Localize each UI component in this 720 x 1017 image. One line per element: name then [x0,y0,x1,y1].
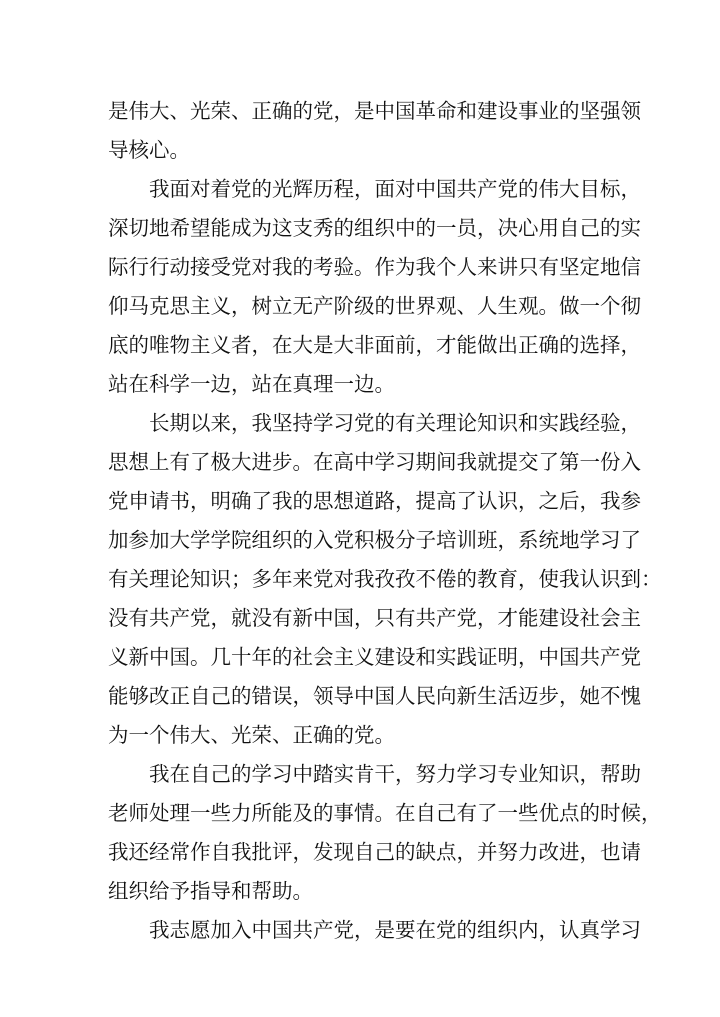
text-line: 组织给予指导和帮助。 [108,879,313,903]
text-line: 能够改正自己的错误，领导中国人民向新生活迈步，她不愧 [108,684,641,708]
paragraph-start-line: 我志愿加入中国共产党，是要在党的组织内，认真学习 [149,918,641,942]
text-line: 为一个伟大、光荣、正确的党。 [108,723,395,747]
text-line: 底的唯物主义者，在大是大非面前，才能做出正确的选择， [108,333,641,357]
text-line: 党申请书，明确了我的思想道路，提高了认识，之后，我参 [108,489,641,513]
text-line: 老师处理一些力所能及的事情。在自己有了一些优点的时候， [108,801,662,825]
text-line: 际行行动接受党对我的考验。作为我个人来讲只有坚定地信 [108,255,641,279]
text-line: 站在科学一边，站在真理一边。 [108,372,395,396]
text-line: 没有共产党，就没有新中国，只有共产党，才能建设社会主 [108,606,641,630]
text-line: 仰马克思主义，树立无产阶级的世界观、人生观。做一个彻 [108,294,641,318]
text-line: 导核心。 [108,138,190,162]
text-line: 是伟大、光荣、正确的党，是中国革命和建设事业的坚强领 [108,99,641,123]
paragraph-start-line: 长期以来，我坚持学习党的有关理论知识和实践经验， [149,411,641,435]
text-line: 有关理论知识；多年来党对我孜孜不倦的教育，使我认识到： [108,567,662,591]
text-line: 深切地希望能成为这支秀的组织中的一员，决心用自己的实 [108,216,641,240]
text-line: 义新中国。几十年的社会主义建设和实践证明，中国共产党 [108,645,641,669]
paragraph-start-line: 我面对着党的光辉历程，面对中国共产党的伟大目标， [149,177,641,201]
text-line: 思想上有了极大进步。在高中学习期间我就提交了第一份入 [108,450,641,474]
document-body [108,92,662,950]
paragraph-start-line: 我在自己的学习中踏实肯干，努力学习专业知识，帮助 [149,762,641,786]
text-line: 我还经常作自我批评，发现自己的缺点，并努力改进，也请 [108,840,641,864]
text-line: 加参加大学学院组织的入党积极分子培训班，系统地学习了 [108,528,641,552]
